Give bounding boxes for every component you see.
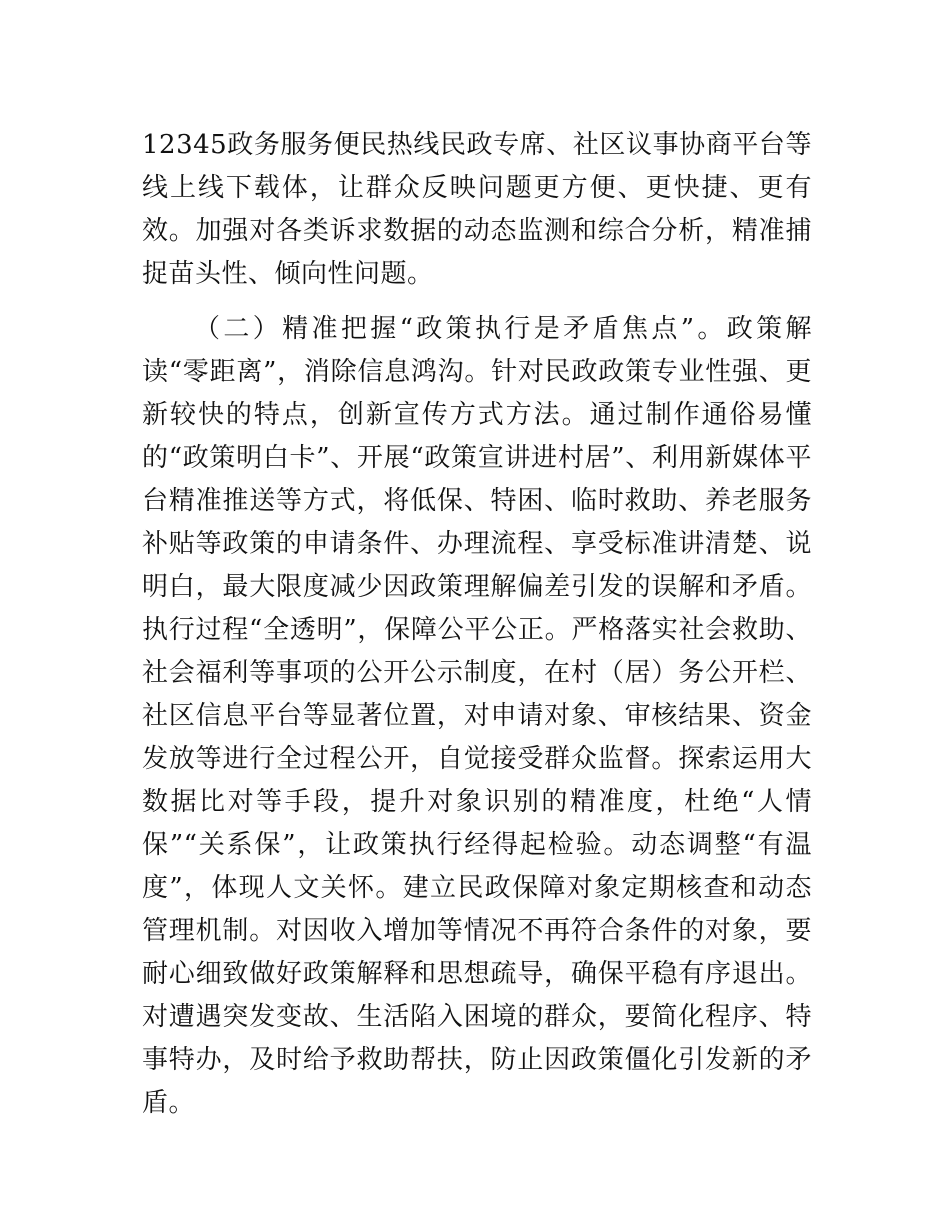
document-body bbox=[142, 124, 812, 1125]
paragraph-continuation: 12345政务服务便民热线民政专席、社区议事协商平台等线上线下载体，让群众反映问题更方便、更快捷、更有效。加强对各类诉求数据的动态监测和综合分析，精准捕捉苗头性、倾向性问题。 bbox=[142, 130, 812, 289]
paragraph-section-2: （二）精准把握“政策执行是矛盾焦点”。政策解读“零距离”，消除信息鸿沟。针对民政政策专业性强、更新较快的特点，创新宣传方式方法。通过制作通俗易懂的“政策明白卡”、开展“政策宣讲进村居”、利用新媒体平台精准推送等方式，将低保、特困、临时救助、养老服务补贴等政策的申请条件、办理流程、享受标准讲清楚、说明白，最大限度减少因政策理解偏差引发的误解和矛盾。执行过程“全透明”，保障公平公正。严格落实社会救助、社会福利等事项的公开公示制度，在村（居）务公开栏、社区信息平台等显著位置，对申请对象、审核结果、资金发放等进行全过程公开，自觉接受群众监督。探索运用大数据比对等手段，提升对象识别的精准度，杜绝“人情保”“关系保”，让政策执行经得起检验。动态调整“有温度”，体现人文关怀。建立民政保障对象定期核查和动态管理机制。对因收入增加等情况不再符合条件的对象，要耐心细致做好政策解释和思想疏导，确保平稳有序退出。对遭遇突发变故、生活陷入困境的群众，要简化程序、特事特办，及时给予救助帮扶，防止因政策僵化引发新的矛盾。 bbox=[142, 314, 812, 1118]
